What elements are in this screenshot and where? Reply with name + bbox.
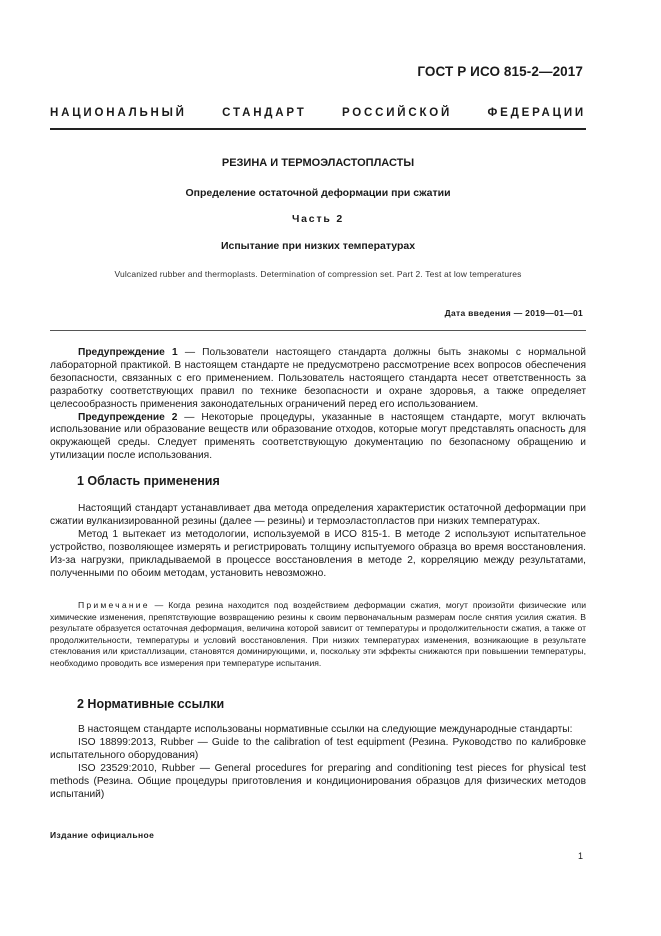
- warnings-block: [50, 347, 586, 463]
- document-number: ГОСТ Р ИСО 815-2—2017: [417, 64, 583, 79]
- paragraph: Настоящий стандарт устанавливает два метода определения характеристик остаточной деформации при сжатии вулканизированной резины (далее — резины) и термоэластопластов при низких температурах.: [50, 503, 586, 527]
- warning-paragraph: [50, 347, 586, 412]
- warning-paragraph: [50, 412, 586, 464]
- date-rule: [50, 330, 586, 331]
- paragraph: Метод 1 вытекает из методологии, используемой в ИСО 815-1. В методе 2 используют испытательное устройство, позволяющее измерять и регистрировать толщину испытуемого образца во время восстановления. Из-за нагрузки, прикладываемой в процессе восстановления в методе 2, корреляцию между результатами, полученными по обоим методам, установить невозможно.: [50, 528, 586, 579]
- reference-item: ISO 18899:2013, Rubber — Guide to the calibration of test equipment (Резина. Руководство по калибровке испытательного оборудования): [50, 736, 586, 761]
- reference-item: ISO 23529:2010, Rubber — General procedures for preparing and conditioning test pieces for physical test methods (Резина. Общие процедуры приготовления и кондиционирования образцов для физических методов испытаний): [50, 762, 586, 800]
- page-number: 1: [577, 851, 583, 861]
- introduction-date: Дата введения — 2019—01—01: [444, 308, 583, 318]
- warning-text: — Некоторые процедуры, указанные в настоящем стандарте, могут включать использование или образование веществ или образование отходов, которые могут представлять опасность для окружающей среды. Следует применять соответствующую документацию по безопасному обращению и утилизации после использования.: [50, 411, 586, 462]
- note-label: Примечание: [78, 600, 150, 610]
- english-title: Vulcanized rubber and thermoplasts. Determination of compression set. Part 2. Test at low temperatures: [114, 269, 522, 279]
- section-body: [50, 503, 586, 580]
- document-subtitle: Определение остаточной деформации при сжатии: [185, 187, 451, 199]
- note-text: — Когда резина находится под воздействием деформации сжатия, могут произойти физические или химические изменения, препятствующие возвращению резины к своим первоначальным размерам после снятия усилия сжатия. В результате образуется остаточная деформация, величина которой зависит от температуры и продолжительности сжатия, а также от продолжительности, температуры и условий восстановления. При низких температурах изменения, возникающие в результате стеклования или кристаллизации, становятся доминирующими, и, поскольку эти эффекты снижаются при повышении температуры, необходимо проводить все измерения при температуре испытания.: [50, 600, 586, 668]
- note-block: [50, 600, 586, 670]
- section-heading: 2 Нормативные ссылки: [77, 697, 225, 711]
- warning-label: Предупреждение 1: [78, 347, 178, 358]
- warning-label: Предупреждение 2: [78, 411, 178, 423]
- national-standard-heading: НАЦИОНАЛЬНЫЙ СТАНДАРТ РОССИЙСКОЙ ФЕДЕРАЦИИ: [50, 107, 586, 119]
- note-paragraph: [50, 600, 586, 670]
- section-body: [50, 724, 586, 801]
- edition-label: Издание официальное: [50, 830, 155, 840]
- part-label: Часть 2: [291, 213, 344, 225]
- section-heading: 1 Область применения: [77, 474, 220, 488]
- header-rule: [50, 128, 586, 130]
- warning-text: — Пользователи настоящего стандарта должны быть знакомы с нормальной лабораторной практикой. В настоящем стандарте не предусмотрено рассмотрение всех вопросов обеспечения безопасности, связанных с его применением. Пользователь настоящего стандарта несет ответственность за разработку соответствующих правил по технике безопасности и охране здоровья, а также определяет целесообразность применения законодательных ограничений перед его использованием.: [50, 347, 586, 410]
- paragraph: В настоящем стандарте использованы нормативные ссылки на следующие международные стандарты:: [78, 724, 573, 735]
- document-title: РЕЗИНА И ТЕРМОЭЛАСТОПЛАСТЫ: [221, 157, 415, 169]
- part-title: Испытание при низких температурах: [220, 240, 416, 252]
